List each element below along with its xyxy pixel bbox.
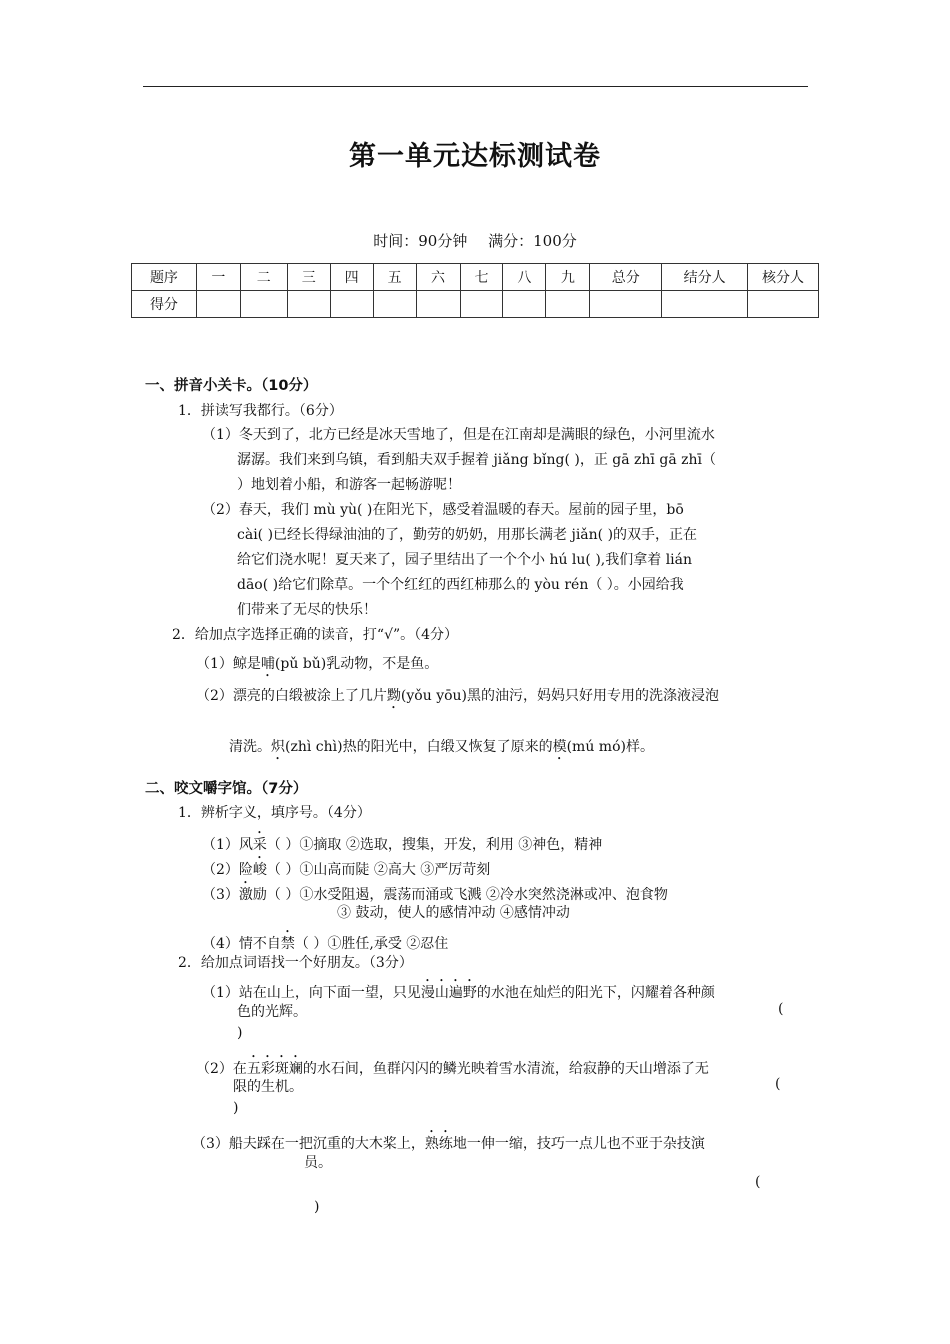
score-cell[interactable]: [662, 291, 748, 318]
paragraph-line: cài( )已经长得绿油油的了，勤劳的奶奶，用那长满老 jiǎn( )的双手，正在: [237, 527, 698, 543]
header-cell: 七: [460, 264, 503, 291]
question-1-title: 1．辨析字义，填序号。（4分）: [178, 805, 371, 821]
header-cell: 一: [196, 264, 240, 291]
answer-paren-open: (: [755, 1174, 761, 1190]
word-meaning-item: （1）风采（ ）①摘取 ②选取，搜集，开发，利用 ③神色，精神: [202, 837, 603, 853]
paragraph-line: 潺潺。我们来到乌镇，看到船夫双手握着 jiǎng bǐng( )，正 gā zhī gā zhī（: [237, 452, 716, 468]
paragraph-line: ）地划着小船，和游客一起畅游呢！: [237, 477, 461, 493]
paragraph-line: （1）冬天到了，北方已经是冰天雪地了，但是在江南却是满眼的绿色，小河里流水: [202, 427, 715, 443]
section-1-heading: 一、拼音小关卡。（10分）: [145, 378, 318, 394]
header-cell: 三: [287, 264, 330, 291]
dotted-word: 熟练: [424, 1136, 453, 1152]
score-cell[interactable]: [330, 291, 373, 318]
synonym-line: 色的光辉。: [237, 1004, 307, 1020]
dotted-word: 五彩斑斓: [246, 1061, 303, 1077]
header-cell: 五: [373, 264, 416, 291]
score-cell[interactable]: [503, 291, 546, 318]
score-cell[interactable]: [196, 291, 240, 318]
dotted-char: 禁: [280, 936, 295, 952]
question-1-title: 1．拼读写我都行。（6分）: [178, 403, 343, 419]
paragraph-line: 给它们浇水呢！夏天来了，园子里结出了一个个小 hú lu( ),我们拿着 lián: [237, 552, 693, 568]
word-meaning-item: （3）激励（ ）①水受阻遏，震荡而涌或飞溅 ②冷水突然浇淋或冲、泡食物: [202, 887, 668, 903]
header-cell: 八: [503, 264, 546, 291]
dotted-char: 哺: [260, 656, 275, 672]
score-cell[interactable]: [590, 291, 662, 318]
header-cell: 九: [546, 264, 590, 291]
answer-paren-close: ): [314, 1199, 320, 1215]
header-cell: 题序: [132, 264, 197, 291]
reading-item: （2）漂亮的白缎被涂上了几片黝(yǒu yōu)黑的油污，妈妈只好用专用的洗涤液浸泡: [196, 688, 720, 704]
synonym-item: （3）船夫踩在一把沉重的大木桨上，熟练地一伸一缩，技巧一点儿也不亚于杂技演: [192, 1136, 705, 1152]
header-cell: 结分人: [662, 264, 748, 291]
dotted-char: 炽: [271, 739, 285, 755]
paragraph-line: 们带来了无尽的快乐！: [237, 602, 377, 618]
paragraph-line: （2）春天，我们 mù yù( )在阳光下，感受着温暖的春天。屋前的园子里，bō: [202, 502, 684, 518]
answer-paren-close: ): [237, 1025, 243, 1041]
score-cell[interactable]: [240, 291, 287, 318]
reading-item: 清洗。炽(zhì chì)热的阳光中，白缎又恢复了原来的模(mú mó)样。: [229, 739, 654, 755]
answer-paren-close: ): [233, 1100, 239, 1116]
row-label: 得分: [132, 291, 197, 318]
score-cell[interactable]: [373, 291, 416, 318]
header-cell: 四: [330, 264, 373, 291]
answer-paren-open: (: [775, 1076, 781, 1092]
score-cell[interactable]: [460, 291, 503, 318]
score-cell[interactable]: [546, 291, 590, 318]
header-cell: 总分: [590, 264, 662, 291]
score-table-row: [132, 291, 819, 318]
word-meaning-item: （4）情不自禁（ ）①胜任,承受 ②忍住: [202, 936, 449, 952]
section-2-heading: 二、咬文嚼字馆。（7分）: [145, 781, 308, 797]
question-2-title: 2．给加点词语找一个好朋友。（3分）: [178, 955, 413, 971]
dotted-char: 模: [552, 739, 567, 755]
header-cell: 二: [240, 264, 287, 291]
score-cell[interactable]: [287, 291, 330, 318]
word-meaning-line: ③ 鼓动，使人的感情冲动 ④感情冲动: [337, 905, 570, 921]
dotted-char: 峻: [252, 862, 267, 878]
reading-item: （1）鲸是哺(pǔ bǔ)乳动物，不是鱼。: [196, 656, 439, 672]
answer-paren-open: (: [778, 1001, 784, 1017]
header-rule: [143, 86, 808, 87]
synonym-item: （2）在五彩斑斓的水石间，鱼群闪闪的鳞光映着雪水清流，给寂静的天山增添了无: [196, 1061, 709, 1077]
header-cell: 核分人: [748, 264, 819, 291]
dotted-word: 漫山遍野: [420, 985, 477, 1001]
question-2-title: 2．给加点字选择正确的读音，打“√”。（4分）: [172, 627, 459, 643]
score-table: [131, 263, 819, 318]
exam-full-score: 满分：100分: [488, 232, 577, 250]
score-cell[interactable]: [416, 291, 460, 318]
word-meaning-item: （2）险峻（ ）①山高而陡 ②高大 ③严厉苛刻: [202, 862, 491, 878]
dotted-char: 采: [252, 837, 267, 853]
synonym-line: 员。: [304, 1155, 332, 1171]
score-table-header: [132, 264, 819, 291]
dotted-char: 黝: [386, 688, 401, 704]
exam-meta: [0, 230, 950, 251]
synonym-line: 限的生机。: [233, 1079, 303, 1095]
dotted-char: 激: [238, 887, 253, 903]
synonym-item: （1）站在山上，向下面一望，只见漫山遍野的水池在灿烂的阳光下，闪耀着各种颜: [202, 985, 715, 1001]
score-cell[interactable]: [748, 291, 819, 318]
paragraph-line: dāo( )给它们除草。一个个红红的西红柿那么的 yòu rén（ ）。小园给我: [237, 577, 684, 593]
header-cell: 六: [416, 264, 460, 291]
page-title: 第一单元达标测试卷: [349, 141, 601, 172]
exam-time: 时间：90分钟: [373, 232, 468, 250]
